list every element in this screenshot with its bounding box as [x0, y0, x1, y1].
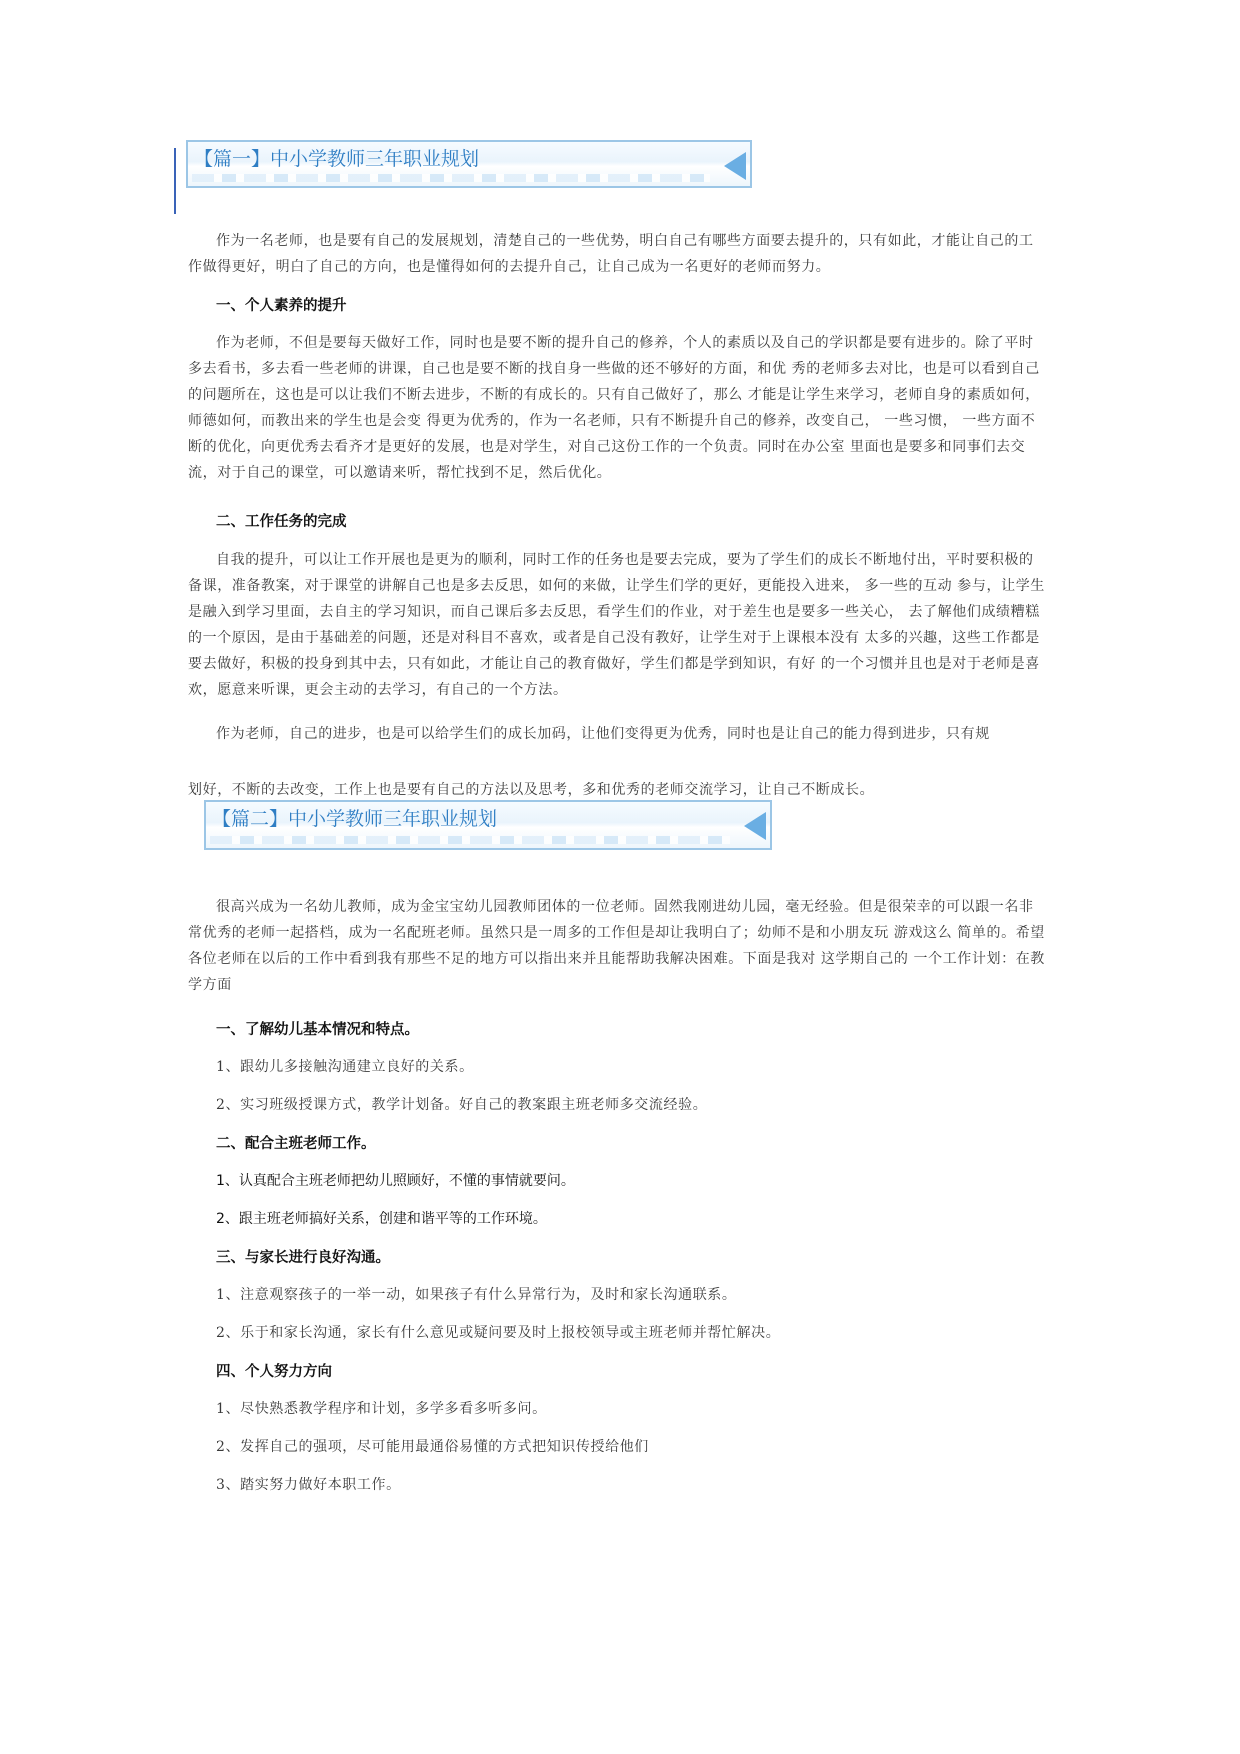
list-item: 2、跟主班老师搞好关系，创建和谐平等的工作环境。: [216, 1211, 547, 1227]
section2-heading-3: 三、与家长进行良好沟通。: [216, 1250, 390, 1266]
section1-heading-banner: [186, 140, 752, 188]
list-item: 2、发挥自己的强项，尽可能用最通俗易懂的方式把知识传授给他们: [216, 1439, 649, 1455]
section1-paragraph-3b: 划好，不断的去改变，工作上也是要有自己的方法以及思考，多和优秀的老师交流学习，让自己不断成长。: [188, 782, 875, 798]
list-item: 1、注意观察孩子的一举一动，如果孩子有什么异常行为，及时和家长沟通联系。: [216, 1287, 737, 1303]
list-item: 2、乐于和家长沟通，家长有什么意见或疑问要及时上报校领导或主班老师并帮忙解决。: [216, 1325, 781, 1341]
section1-paragraph-3a: 作为老师，自己的进步，也是可以给学生们的成长加码，让他们变得更为优秀，同时也是让自己的能力得到进步，只有规: [216, 726, 990, 742]
list-item: 3、踏实努力做好本职工作。: [216, 1477, 401, 1493]
banner-decoration: [192, 174, 710, 182]
section1-subheading-2: 二、工作任务的完成: [216, 514, 347, 530]
section2-heading-2: 二、配合主班老师工作。: [216, 1136, 376, 1152]
list-item: 2、实习班级授课方式，教学计划备。好自己的教案跟主班老师多交流经验。: [216, 1097, 708, 1113]
list-item: 1、跟幼儿多接触沟通建立良好的关系。: [216, 1059, 474, 1075]
section1-heading: 【篇一】中小学教师三年职业规划: [194, 148, 480, 170]
section1-subheading-1: 一、个人素养的提升: [216, 298, 347, 314]
section1-paragraph-2: 自我的提升，可以让工作开展也是更为的顺利，同时工作的任务也是要去完成，要为了学生们的成长不断地付出，平时要积极的备课，准备教案，对于课堂的讲解自己也是多去反思，如何的来做，让学生们学的更好，更能投入进来， 多一些的互动 参与，让学生是融入到学习里面，去自主的学习知识，而自己课后多去反思，看学生们的作业，对于差生也是要多一些关心， 去了解他们成绩糟糕的一个原因，是由于基础差的问题，还是对科目不喜欢，或者是自己没有教好，让学生对于上课根本没有 太多的兴趣，这些工作都是要去做好，积极的投身到其中去，只有如此，才能让自己的教育做好，学生们都是学到知识，有好 的一个习惯并且也是对于老师是喜欢，愿意来听课，更会主动的去学习，有自己的一个方法。: [188, 552, 1045, 698]
banner-decoration: [210, 836, 730, 844]
section2-heading-4: 四、个人努力方向: [216, 1364, 332, 1380]
section2-heading-banner: [204, 800, 772, 850]
section2-heading-1: 一、了解幼儿基本情况和特点。: [216, 1022, 419, 1038]
section1-intro: 作为一名老师，也是要有自己的发展规划，清楚自己的一些优势，明白自己有哪些方面要去提升的，只有如此，才能让自己的工作做得更好，明白了自己的方向，也是懂得如何的去提升自己，让自己成为一名更好的老师而努力。: [188, 233, 1034, 275]
section2-heading: 【篇二】中小学教师三年职业规划: [212, 808, 498, 830]
section2-intro: 很高兴成为一名幼儿教师，成为金宝宝幼儿园教师团体的一位老师。固然我刚进幼儿园，毫无经验。但是很荣幸的可以跟一名非常优秀的老师一起搭档，成为一名配班老师。虽然只是一周多的工作但是却让我明白了；幼师不是和小朋友玩 游戏这么 简单的。希望各位老师在以后的工作中看到我有那些不足的地方可以指出来并且能帮助我解决困难。下面是我对 这学期自己的 一个工作计划：在教学方面: [188, 899, 1045, 993]
arrow-left-icon: [744, 812, 766, 840]
section1-paragraph-1: 作为老师，不但是要每天做好工作，同时也是要不断的提升自己的修养，个人的素质以及自己的学识都是要有进步的。除了平时多去看书，多去看一些老师的讲课，自己也是要不断的找自身一些做的还不够好的方面，和优 秀的老师多去对比，也是可以看到自己的问题所在，这也是可以让我们不断去进步，不断的有成长的。只有自己做好了，那么 才能是让学生来学习，老师自身的素质如何，师德如何，而教出来的学生也是会变 得更为优秀的，作为一名老师，只有不断提升自己的修养，改变自己， 一些习惯， 一些方面不断的优化，向更优秀去看齐才是更好的发展，也是对学生，对自己这份工作的一个负责。同时在办公室 里面也是要多和同事们去交流，对于自己的课堂，可以邀请来听，帮忙找到不足，然后优化。: [188, 335, 1040, 481]
list-item: 1、认真配合主班老师把幼儿照顾好，不懂的事情就要问。: [216, 1173, 575, 1189]
arrow-left-icon: [724, 152, 746, 180]
list-item: 1、尽快熟悉教学程序和计划，多学多看多听多问。: [216, 1401, 547, 1417]
heading-accent-bar: [174, 148, 176, 214]
